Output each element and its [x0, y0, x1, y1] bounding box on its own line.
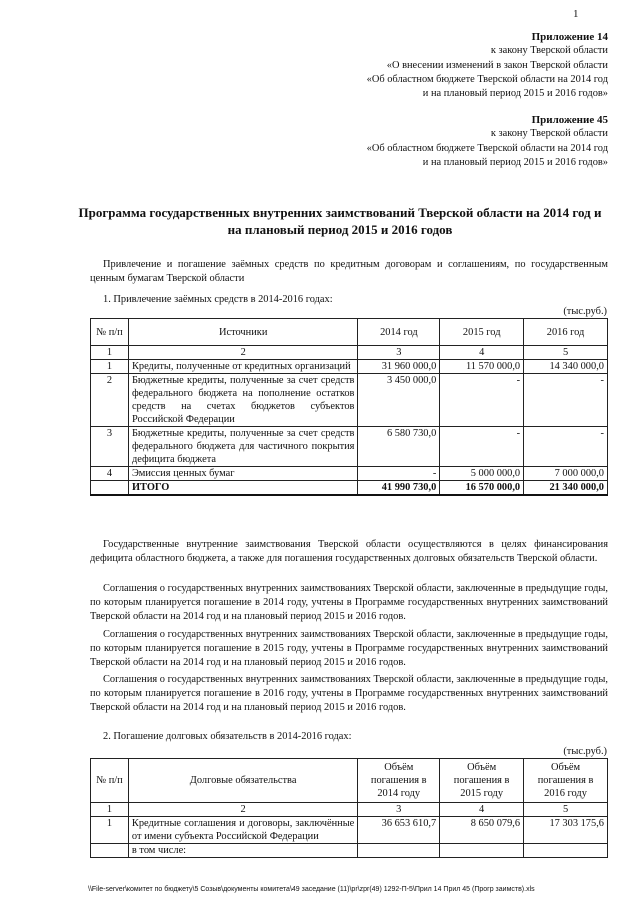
row-source: Эмиссия ценных бумаг — [128, 467, 358, 481]
table-header-row — [91, 319, 608, 346]
row-value-2014: 36 653 610,7 — [358, 817, 440, 844]
column-number: 2 — [128, 346, 358, 360]
table-row — [91, 374, 608, 427]
row-number: 4 — [91, 467, 129, 481]
header-cell: № п/п — [91, 319, 129, 346]
paragraph — [90, 628, 608, 671]
section-2-title — [90, 730, 608, 744]
title-line: Программа государственных внутренних заимствований Тверской области на 2014 год и — [78, 205, 602, 220]
total-label: ИТОГО — [128, 481, 358, 496]
row-value-2014: 3 450 000,0 — [358, 374, 440, 427]
header-cell: Объём погашения в 2016 году — [524, 759, 608, 803]
empty-cell — [440, 844, 524, 858]
paragraph-text: Соглашения о государственных внутренних заимствованиях Тверской области, заключенные в предыдущие годы, по которым планируется погашение в 2014 году, учтены в Программе государственных внутренних заимствований Тверской области на 2014 год и на плановый период 2015 и 2016 годов. — [90, 583, 608, 623]
table-row — [91, 360, 608, 374]
row-value-2016: - — [524, 374, 608, 427]
column-number: 4 — [440, 803, 524, 817]
row-value-2016: 17 303 175,6 — [524, 817, 608, 844]
header-cell: 2015 год — [440, 319, 524, 346]
row-value-2015: - — [440, 427, 524, 467]
paragraph-text: Государственные внутренние заимствования Тверской области осуществляются в целях финансирования дефицита областного бюджета, а также для погашения государственных долговых обязательств Тверской области. — [90, 539, 608, 565]
row-obligation: Кредитные соглашения и договоры, заключённые от имени субъекта Российской Федерации — [128, 817, 357, 844]
column-number: 4 — [440, 346, 524, 360]
row-value-2016: 14 340 000,0 — [524, 360, 608, 374]
appendix-45-line: и на плановый период 2015 и 2016 годов» — [422, 156, 608, 168]
header-cell: 2014 год — [358, 319, 440, 346]
row-source: Бюджетные кредиты, полученные за счет средств федерального бюджета на пополнение остатков средств на счетах бюджетов субъектов Российской Федерации — [128, 374, 358, 427]
page-number: 1 — [573, 8, 579, 20]
paragraph — [90, 673, 608, 716]
row-value-2014: 31 960 000,0 — [358, 360, 440, 374]
column-number-row — [91, 346, 608, 360]
intro-paragraph — [90, 258, 608, 286]
paragraph — [90, 538, 608, 566]
appendix-14-line: «О внесении изменений в закон Тверской области — [386, 59, 608, 71]
row-value-2015: 8 650 079,6 — [440, 817, 524, 844]
table-row — [91, 427, 608, 467]
header-cell: № п/п — [91, 759, 129, 803]
column-number: 5 — [524, 346, 608, 360]
appendix-14-line: и на плановый период 2015 и 2016 годов» — [422, 88, 608, 100]
row-number: 1 — [91, 817, 129, 844]
borrowing-table — [90, 318, 608, 496]
intro-text: Привлечение и погашение заёмных средств по кредитным договорам и соглашениям, по государственным ценным бумагам Тверской области — [90, 259, 608, 285]
header-cell: Источники — [128, 319, 358, 346]
row-source: Кредиты, полученные от кредитных организаций — [128, 360, 358, 374]
appendix-45-line: к закону Тверской области — [490, 128, 608, 140]
table-header-row — [91, 759, 608, 803]
header-cell: Объём погашения в 2014 году — [358, 759, 440, 803]
column-number: 1 — [91, 803, 129, 817]
row-source: Бюджетные кредиты, полученные за счет средств федерального бюджета для частичного покрытия дефицита бюджета — [128, 427, 358, 467]
total-2015: 16 570 000,0 — [440, 481, 524, 496]
table-row — [91, 817, 608, 844]
file-path-footer: \\File-server\комитет по бюджету\5 Созыв\документы комитета\49 заседание (11)\pr\zpr(49) 1292-П-5\Прил 14 Прил 45 (Прогр заимств).xls — [88, 886, 535, 893]
total-2016: 21 340 000,0 — [524, 481, 608, 496]
appendix-14-heading: Приложение 14 — [531, 31, 608, 43]
column-number: 5 — [524, 803, 608, 817]
document-title — [60, 204, 620, 238]
header-cell: Долговые обязательства — [128, 759, 357, 803]
unit-label: (тыс.руб.) — [563, 306, 607, 317]
section-1-title — [90, 293, 608, 307]
row-value-2015: 5 000 000,0 — [440, 467, 524, 481]
header-cell: 2016 год — [524, 319, 608, 346]
repayment-table — [90, 758, 608, 858]
header-cell: Объём погашения в 2015 году — [440, 759, 524, 803]
row-value-2015: - — [440, 374, 524, 427]
row-value-2016: 7 000 000,0 — [524, 467, 608, 481]
paragraph-text: Соглашения о государственных внутренних заимствованиях Тверской области, заключенные в предыдущие годы, по которым планируется погашение в 2015 году, учтены в Программе государственных внутренних заимствований Тверской области на 2014 год и на плановый период 2015 и 2016 годов. — [90, 629, 608, 669]
appendix-45-block — [367, 113, 608, 170]
column-number: 3 — [358, 803, 440, 817]
column-number: 3 — [358, 346, 440, 360]
total-2014: 41 990 730,0 — [358, 481, 440, 496]
appendix-14-line: «Об областном бюджете Тверской области на 2014 год — [366, 73, 608, 85]
section-2-title-text: 2. Погашение долговых обязательств в 2014-2016 годах: — [103, 731, 352, 742]
empty-cell — [358, 844, 440, 858]
row-value-2014: - — [358, 467, 440, 481]
column-number: 2 — [128, 803, 357, 817]
table-row — [91, 844, 608, 858]
table-row — [91, 467, 608, 481]
empty-cell — [524, 844, 608, 858]
appendix-45-heading: Приложение 45 — [531, 114, 608, 126]
title-line: на плановый период 2015 и 2016 годов — [227, 222, 453, 237]
column-number-row — [91, 803, 608, 817]
sub-label: в том числе: — [128, 844, 357, 858]
appendix-14-block — [367, 30, 608, 101]
unit-label: (тыс.руб.) — [563, 746, 607, 757]
row-value-2014: 6 580 730,0 — [358, 427, 440, 467]
row-value-2015: 11 570 000,0 — [440, 360, 524, 374]
row-number: 2 — [91, 374, 129, 427]
row-value-2016: - — [524, 427, 608, 467]
section-1-title-text: 1. Привлечение заёмных средств в 2014-2016 годах: — [103, 294, 333, 305]
total-row — [91, 481, 608, 496]
appendix-45-line: «Об областном бюджете Тверской области на 2014 год — [366, 142, 608, 154]
row-number: 1 — [91, 360, 129, 374]
appendix-14-line: к закону Тверской области — [490, 45, 608, 57]
empty-cell — [91, 844, 129, 858]
row-number: 3 — [91, 427, 129, 467]
column-number: 1 — [91, 346, 129, 360]
paragraph-text: Соглашения о государственных внутренних заимствованиях Тверской области, заключенные в предыдущие годы, по которым планируется погашение в 2016 году, учтены в Программе государственных внутренних заимствований Тверской области на 2014 год и на плановый период 2015 и 2016 годов. — [90, 674, 608, 714]
paragraph — [90, 582, 608, 625]
total-empty-cell — [91, 481, 129, 496]
